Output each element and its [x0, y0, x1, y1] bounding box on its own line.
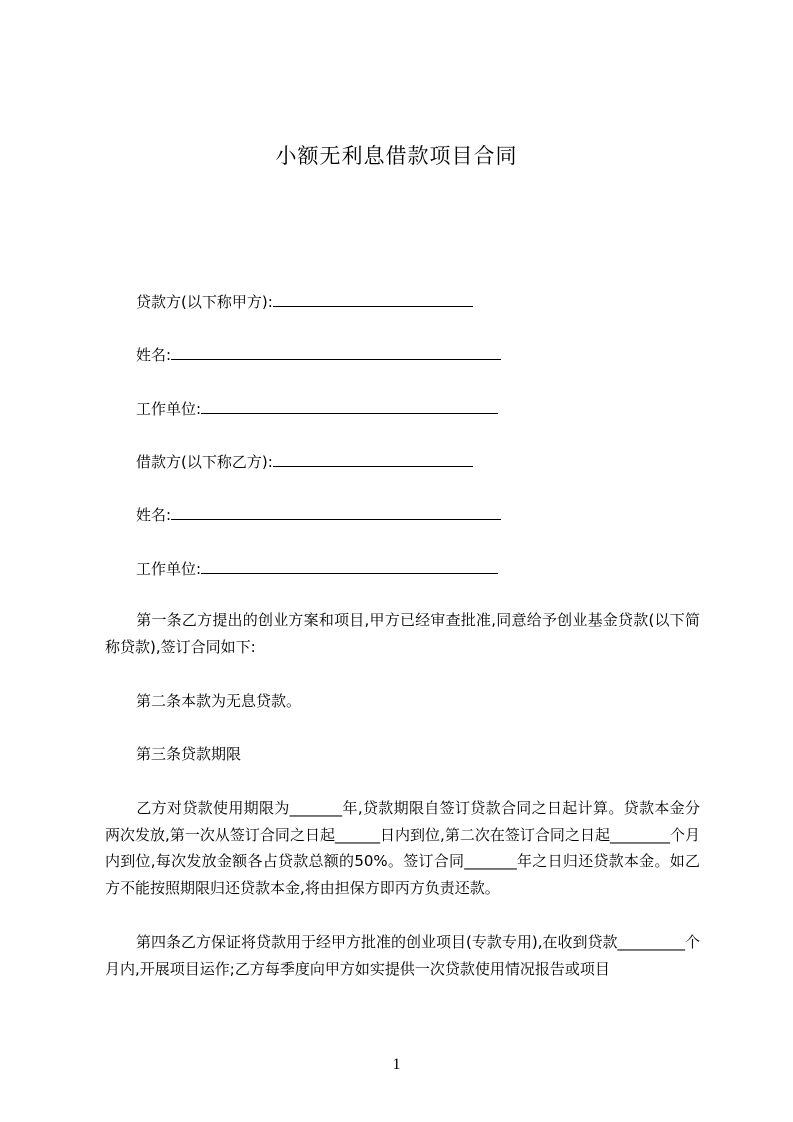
- borrower-work-label: 工作单位:: [136, 560, 202, 578]
- article-1-text: 第一条乙方提出的创业方案和项目,甲方已经审查批准,同意给予创业基金贷款(以下简称贷款),签订合同如下:: [105, 611, 700, 656]
- borrower-work-blank: [201, 557, 498, 574]
- article-3-body-text: 乙方对贷款使用期限为_______年,贷款期限自签订贷款合同之日起计算。贷款本金分两次发放,第一次从签订合同之日起______日内到位,第二次在签订合同之日起________个月内到位,每次发放金额各占贷款总额的50%。签订合同_______年之日归还贷款本金。如乙方不能按照期限归还贷款本金,将由担保方即丙方负责还款。: [105, 799, 700, 897]
- lender-field: [136, 290, 473, 313]
- borrower-blank: [273, 450, 473, 467]
- borrower-name-field: [136, 503, 501, 526]
- article-1: [105, 607, 700, 660]
- lender-work-label: 工作单位:: [136, 400, 202, 418]
- borrower-field: [136, 450, 473, 473]
- article-3-heading: 第三条贷款期限: [136, 745, 242, 763]
- borrower-work-field: [136, 557, 498, 580]
- article-4: [105, 929, 700, 982]
- lender-name-label: 姓名:: [136, 346, 172, 364]
- document-title: 小额无利息借款项目合同: [275, 144, 518, 168]
- page-number: 1: [392, 1056, 401, 1073]
- lender-name-blank: [171, 343, 501, 360]
- lender-blank: [273, 290, 473, 307]
- borrower-label: 借款方(以下称乙方):: [136, 453, 273, 471]
- lender-label: 贷款方(以下称甲方):: [136, 293, 273, 311]
- article-3-body: [105, 795, 700, 901]
- lender-name-field: [136, 343, 501, 366]
- lender-work-field: [136, 397, 498, 420]
- article-4-text: 第四条乙方保证将贷款用于经甲方批准的创业项目(专款专用),在收到贷款_________个月内,开展项目运作;乙方每季度向甲方如实提供一次贷款使用情况报告或项目: [105, 933, 700, 978]
- lender-work-blank: [201, 397, 498, 414]
- borrower-name-label: 姓名:: [136, 506, 172, 524]
- borrower-name-blank: [171, 503, 501, 520]
- article-2: 第二条本款为无息贷款。: [136, 692, 302, 710]
